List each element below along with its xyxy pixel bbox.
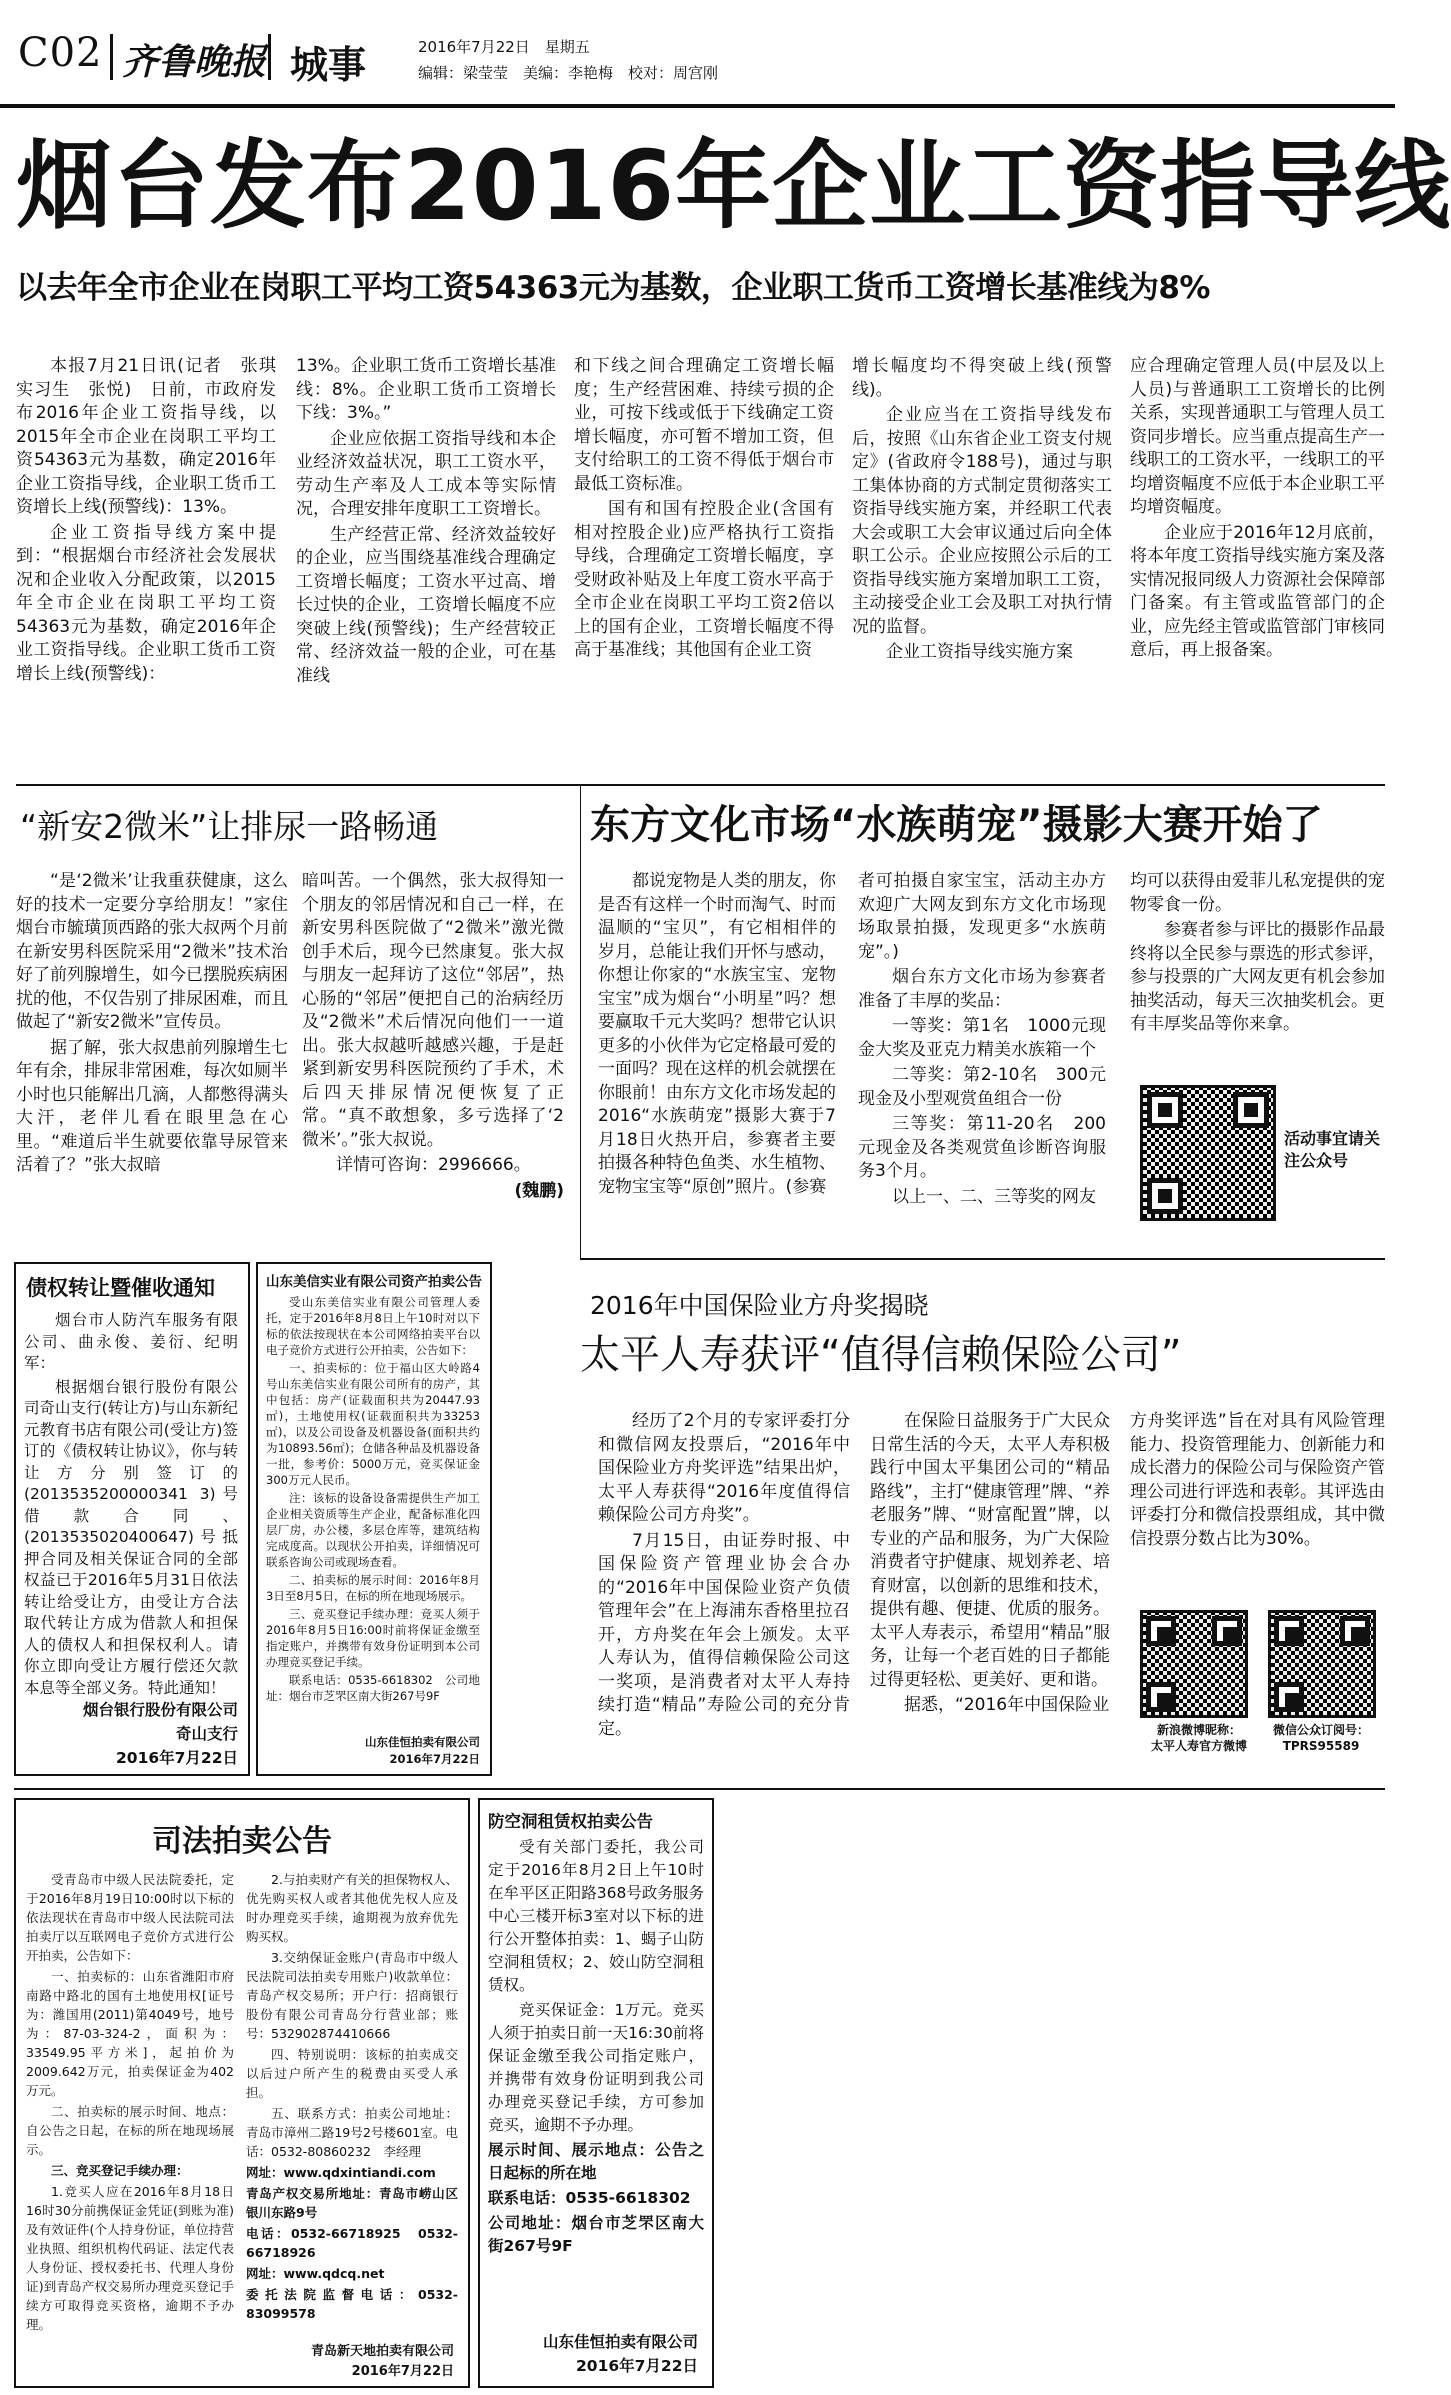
debt-notice-date: 2016年7月22日 xyxy=(116,1749,238,1767)
airraid-detail: 公司地址：烟台市芝罘区南大街267号9F xyxy=(488,2214,704,2255)
judicial-column-1 xyxy=(26,1870,234,2370)
lead-column-4 xyxy=(852,355,1112,755)
xinan-paragraph: 暗叫苦。一个偶然，张大叔得知一个朋友的邻居情况和自己一样，在新安男科医院做了“2微米”激光微创手术后，现今已然康复。张大叔与朋友一起拜访了这位“邻居”，热心肠的“邻居”便把自己的治病经历及“2微米”术后情况向他们一一道出。张大叔越听越感兴趣，于是赶紧到新安男科医院预约了手术，术后四天排尿情况便恢复了正常。“真不敢想象，多亏选择了‘2微米’。”张大叔说。 xyxy=(302,871,564,1150)
lead-paragraph: 应合理确定管理人员(中层及以上人员)与普通职工工资增长的比例关系，实现普通职工与管理人员工资同步增长。应当重点提高生产一线职工的工资水平，一线职工的平均增资幅度不应低于本企业职工平均增资幅度。 xyxy=(1130,356,1385,517)
taiping-paragraph: 方舟奖评选”旨在对具有风险管理能力、投资管理能力、创新能力和成长潜力的保险公司与保险资产管理公司进行评选和表彰。其评选由评委打分和微信投票组成，其中微信投票分数占比为30%。 xyxy=(1130,1411,1385,1549)
xinan-byline: (魏鹏) xyxy=(514,1180,564,1201)
taiping-paragraph: 7月15日，由证券时报、中国保险资产管理业协会合办的“2016年中国保险业资产负债管理年会”在上海浦东香格里拉召开，方舟奖在年会上颁发。太平人寿认为，值得信赖保险公司这一奖项，是消费者对太平人寿持续打造“精品”寿险公司的充分肯定。 xyxy=(598,1530,850,1739)
lead-headline: 烟台发布2016年企业工资指导线 xyxy=(16,130,1451,242)
lead-paragraph: 企业工资指导线实施方案 xyxy=(886,642,1073,662)
dongfang-paragraph: 参赛者参与评比的摄影作品最终将以全民参与票选的形式参评，参与投票的广大网友更有机会参加抽奖活动，每天三次抽奖机会。更有丰厚奖品等你来拿。 xyxy=(1130,920,1385,1034)
meixin-notice-paragraph: 二、拍卖标的展示时间：2016年8月3日至8月5日，在标的所在地现场展示。 xyxy=(266,1573,480,1603)
dongfang-paragraph: 者可拍摄自家宝宝，活动主办方欢迎广大网友到东方文化市场现场取景拍摄，发现更多“水族萌宠”。) xyxy=(858,871,1106,962)
judicial-contact: 网址：www.qdxintiandi.com xyxy=(246,2165,436,2180)
meixin-notice-title: 山东美信实业有限公司资产拍卖公告 xyxy=(266,1274,482,1290)
xinan-headline: “新安2微米”让排尿一路畅通 xyxy=(20,807,439,846)
wechat-caption-value: TPRS95589 xyxy=(1282,1739,1360,1753)
judicial-paragraph: 一、拍卖标的：山东省潍阳市府南路中路北的国有土地使用权[证号为：潍国用(2011)第4049号，地号为：87-03-324-2，面积为：33549.95平方米]，起拍价为2009.642万元，拍卖保证金为402万元。 xyxy=(26,1969,234,2098)
dongfang-column-3 xyxy=(1130,870,1385,1045)
judicial-column-2 xyxy=(246,1870,458,2348)
qr-code-icon xyxy=(1268,1610,1376,1718)
meixin-notice-paragraph: 联系电话：0535-6618302 公司地址：烟台市芝罘区南大街267号9F xyxy=(266,1673,480,1703)
weibo-caption xyxy=(1138,1722,1260,1754)
debt-notice-paragraph: 烟台市人防汽车服务有限公司、曲永俊、姜衍、纪明军： xyxy=(24,1311,238,1372)
airraid-auction-body xyxy=(488,1836,704,2320)
airraid-detail: 展示时间、展示地点：公告之日起标的所在地 xyxy=(488,2141,704,2182)
airraid-auction-box xyxy=(478,1798,714,2388)
airraid-date: 2016年7月22日 xyxy=(576,2357,698,2375)
judicial-paragraph: 1.竞买人应在2016年8月18日16时30分前携保证金凭证(到账为准)及有效证件(个人持身份证，单位持营业执照、组织机构代码证、法定代表人身份证、授权委托书、代理人身份证)到青岛产权交易所办理竞买登记手续方可取得竞买资格，逾期不予办理。 xyxy=(26,2184,234,2332)
weibo-caption-label: 新浪微博昵称： xyxy=(1156,1723,1241,1737)
judicial-paragraph: 3.交纳保证金账户(青岛市中级人民法院司法拍卖专用账户)收款单位：青岛产权交易所；开户行：招商银行股份有限公司青岛分行营业部；账号：532902874410666 xyxy=(246,1950,458,2041)
lead-paragraph: 国有和国有控股企业(含国有相对控股企业)应严格执行工资指导线，合理确定工资增长幅度，享受财政补贴及上年度工资水平高于全市企业在岗职工平均工资2倍以上的国有企业，工资增长幅度不得高于基准线；其他国有企业工资 xyxy=(574,499,834,660)
xinan-paragraph: “是‘2微米’让我重获健康，这么好的技术一定要分享给朋友！”家住烟台市毓璜顶西路的张大叔两个月前在新安男科医院采用“2微米”技术治好了前列腺增生，如今已摆脱疾病困扰的他，不仅告别了排尿困难，而且做起了“新安2微米”宣传员。 xyxy=(16,871,288,1032)
debt-notice-title: 债权转让暨催收通知 xyxy=(26,1276,215,1300)
masthead-rule xyxy=(0,104,1395,108)
lead-column-5 xyxy=(1130,355,1385,755)
column-divider xyxy=(580,786,581,1258)
taiping-headline: 太平人寿获评“值得信赖保险公司” xyxy=(580,1332,1182,1378)
dongfang-paragraph: 均可以获得由爱菲儿私宠提供的宠物零食一份。 xyxy=(1130,871,1385,915)
judicial-date: 2016年7月22日 xyxy=(351,2364,454,2379)
debt-notice-signer-branch: 奇山支行 xyxy=(175,1725,238,1743)
lead-column-3 xyxy=(574,355,834,755)
meixin-notice-paragraph: 三、竞买登记手续办理：竞买人须于2016年8月5日16:00时前将保证金缴至指定账户，并携带有效身份证明到本公司办理竞买登记手续。 xyxy=(266,1607,480,1669)
judicial-contact: 电话：0532-66718925 0532-66718926 xyxy=(246,2226,458,2260)
dongfang-qr-caption: 活动事宜请关注公众号 xyxy=(1284,1129,1381,1170)
section-title: 城事 xyxy=(290,43,367,87)
lead-column-2 xyxy=(296,355,556,755)
judicial-subheading: 三、竞买登记手续办理： xyxy=(51,2163,189,2178)
judicial-contact: 青岛产权交易所地址：青岛市崂山区银川东路9号 xyxy=(246,2186,458,2220)
debt-notice-paragraph: 根据烟台银行股份有限公司奇山支行(转让方)与山东新纪元教育书店有限公司(受让方)签订的《债权转让协议》，你与转让方分别签订的(2013535200000341 3)号借款合同、(2013535020400647)号抵押合同及相关保证合同的全部权益已于2016年5月31日依法转让给受让方，由受让方合法取代转让方成为借款人和担保人的债权人和担保权利人。请你立即向受让方履行偿还欠款本息等全部义务。特此通知！ xyxy=(24,1377,238,1697)
airraid-signer: 山东佳恒拍卖有限公司 xyxy=(542,2333,698,2351)
lead-paragraph: 生产经营正常、经济效益较好的企业，应当围绕基准线合理确定工资增长幅度；工资水平过高、增长过快的企业，工资增长幅度不应突破上线(预警线)；生产经营较正常、经济效益一般的企业，可在基准线 xyxy=(296,524,556,686)
dongfang-prize: 二等奖：第2-10名 300元现金及小型观赏鱼组合一份 xyxy=(858,1065,1106,1109)
page-number: C02 xyxy=(18,30,103,76)
editor-credits: 编辑：梁莹莹 美编：李艳梅 校对：周宫刚 xyxy=(418,64,719,82)
judicial-paragraph: 五、联系方式：拍卖公司地址：青岛市漳州二路19号2号楼601室。电话：0532-80860232 李经理 xyxy=(246,2106,458,2159)
lead-column-1 xyxy=(16,355,293,755)
lead-paragraph: 13%。企业职工货币工资增长基准线：8%。企业职工货币工资增长下线：3%。” xyxy=(296,356,556,423)
airraid-detail: 联系电话：0535-6618302 xyxy=(488,2189,691,2207)
airraid-auction-title: 防空洞租赁权拍卖公告 xyxy=(488,1812,653,1831)
xinan-column-2 xyxy=(302,870,564,1260)
taiping-column-2 xyxy=(870,1410,1110,1770)
section-rule xyxy=(580,1258,1385,1260)
taiping-kicker: 2016年中国保险业方舟奖揭晓 xyxy=(590,1291,929,1320)
meixin-notice-paragraph: 注：该标的设备设备需提供生产加工企业相关资质等生产企业，配备标准化四层厂房，办公楼，多层仓库等，建筑结构完成度高。以现状公开拍卖，详细情况可联系咨询公司或现场查看。 xyxy=(266,1491,480,1569)
issue-date: 2016年7月22日 星期五 xyxy=(418,38,590,56)
dongfang-prize: 一等奖：第1名 1000元现金大奖及亚克力精美水族箱一个 xyxy=(858,1016,1106,1060)
debt-notice-box xyxy=(14,1262,250,1776)
divider-bar xyxy=(110,34,113,80)
taiping-column-1 xyxy=(598,1410,850,1770)
judicial-paragraph: 2.与拍卖财产有关的担保物权人、优先购买权人或者其他优先权人应及时办理竞买手续，逾期视为放弃优先购买权。 xyxy=(246,1872,458,1944)
debt-notice-signer: 烟台银行股份有限公司 xyxy=(82,1701,238,1719)
section-rule xyxy=(16,784,1385,786)
lead-paragraph: 增长幅度均不得突破上线(预警线)。 xyxy=(852,356,1112,400)
section-rule xyxy=(14,1788,1385,1790)
judicial-auction-box xyxy=(14,1798,470,2388)
dongfang-column-2 xyxy=(858,870,1106,1250)
lead-paragraph: 和下线之间合理确定工资增长幅度；生产经营困难、持续亏损的企业，可按下线或低于下线确定工资增长幅度，亦可暂不增加工资，但支付给职工的工资不得低于烟台市最低工资标准。 xyxy=(574,356,834,494)
qr-code-icon xyxy=(1140,1610,1248,1718)
judicial-auction-title: 司法拍卖公告 xyxy=(152,1824,332,1859)
airraid-paragraph: 受有关部门委托，我公司定于2016年8月2日上午10时在牟平区正阳路368号政务服务中心三楼开标3室对以下标的进行公开整体拍卖：1、蝎子山防空洞租赁权；2、姣山防空洞租赁权。 xyxy=(488,1838,704,1994)
debt-notice-body xyxy=(24,1310,238,1697)
taiping-paragraph: 经历了2个月的专家评委打分和微信网友投票后，“2016年中国保险业方舟奖评选”结果出炉，太平人寿获得“2016年度值得信赖保险公司方舟奖”。 xyxy=(598,1411,850,1525)
wechat-caption xyxy=(1262,1722,1380,1754)
taiping-paragraph: 据悉，“2016年中国保险业 xyxy=(904,1695,1110,1715)
dongfang-paragraph: 以上一、二、三等奖的网友 xyxy=(892,1186,1096,1207)
masthead xyxy=(0,0,1395,110)
meixin-notice-signer: 山东佳恒拍卖有限公司 xyxy=(365,1735,480,1749)
dongfang-paragraph: 都说宠物是人类的朋友，你是否有这样一个时而淘气、时而温顺的“宝贝”，有它相相伴的岁月，总能让我们开怀与感动，你想让你家的“水族宝宝、宠物宝宝”成为烟台“小明星”吗？想要赢取千元大奖吗？想带它认识更多的小伙伴为它定格最可爱的一面吗？现在这样的机会就摆在你眼前！由东方文化市场发起的2016“水族萌宠”摄影大赛于7月18日火热开启，参赛者主要拍摄各种特色鱼类、水生植物、宠物宝宝等“原创”照片。(参赛 xyxy=(598,871,836,1197)
lead-paragraph: 本报7月21日讯(记者 张琪 实习生 张悦) 日前，市政府发布2016年企业工资指导线，以2015年全市企业在岗职工平均工资54363元为基数，确定2016年企业工资指导线，企业职工货币工资增长上线(预警线)：13%。 xyxy=(16,356,293,517)
judicial-paragraph: 二、拍卖标的展示时间、地点：自公告之日起，在标的所在地现场展示。 xyxy=(26,2104,234,2157)
weibo-caption-value: 太平人寿官方微博 xyxy=(1150,1739,1247,1753)
dongfang-paragraph: 烟台东方文化市场为参赛者准备了丰厚的奖品： xyxy=(858,967,1106,1011)
judicial-paragraph: 受青岛市中级人民法院委托，定于2016年8月19日10:00时以下标的依法现状在青岛市中级人民法院司法拍卖厅以互联网电子竞价方式进行公开拍卖，公告如下： xyxy=(26,1872,234,1963)
dongfang-prize: 三等奖：第11-20名 200元现金及各类观赏鱼诊断咨询服务3个月。 xyxy=(858,1114,1106,1181)
judicial-contact: 委托法院监督电话：0532-83099578 xyxy=(246,2287,458,2321)
qr-code-icon xyxy=(1140,1085,1276,1221)
judicial-paragraph: 四、特别说明：该标的拍卖成交以后过户所产生的税费由买受人承担。 xyxy=(246,2047,458,2100)
xinan-paragraph: 据了解，张大叔患前列腺增生七年有余，排尿非常困难，每次如厕半小时也只能解出几滴，人都憋得满头大汗，老伴儿看在眼里急在心里。“难道后半生就要依靠导尿管来活着了？”张大叔暗 xyxy=(16,1037,288,1175)
taiping-paragraph: 在保险日益服务于广大民众日常生活的今天，太平人寿积极践行中国太平集团公司的“精品路线”，主打“健康管理”牌、“养老服务”牌、“财富配置”牌，以专业的产品和服务，为广大保险消费者守护健康、规划养老、培育财富，以创新的思维和技术，提供有趣、便捷、优质的服务。太平人寿表示，希望用“精品”服务，让每一个老百姓的日子都能过得更轻松、更美好、更和谐。 xyxy=(870,1411,1110,1690)
paper-logo: 齐鲁晚报 xyxy=(122,41,267,83)
judicial-signer: 青岛新天地拍卖有限公司 xyxy=(310,2344,454,2359)
lead-paragraph: 企业工资指导线方案中提到：“根据烟台市经济社会发展状况和企业收入分配政策，以2015年全市企业在岗职工平均工资54363元为基数，确定2016年企业工资指导线。企业职工货币工资增长上线(预警线)： xyxy=(16,522,276,684)
meixin-notice-body xyxy=(266,1294,480,1734)
dongfang-column-1 xyxy=(598,870,836,1250)
meixin-notice-paragraph: 一、拍卖标的：位于福山区大岭路4号山东美信实业有限公司所有的房产，其中包括：房产(证载面积共为20447.93㎡)，土地使用权(证载面积共为33253㎡)，以及公司设备及机器设备(面积共约为10893.56㎡)；仓储各种品及机器设备一批，参考价：5000万元，竞买保证金300万元人民币。 xyxy=(266,1361,480,1487)
meixin-notice-paragraph: 受山东美信实业有限公司管理人委托，定于2016年8月8日上午10时对以下标的依法按现状在本公司网络拍卖平台以电子竞价方式进行公开拍卖，公告如下： xyxy=(266,1295,480,1357)
meixin-notice-box xyxy=(256,1262,492,1776)
xinan-paragraph: 详情可咨询：2996666。 xyxy=(336,1155,531,1175)
dongfang-headline: 东方文化市场“水族萌宠”摄影大赛开始了 xyxy=(590,802,1323,848)
lead-subhead: 以去年全市企业在岗职工平均工资54363元为基数，企业职工货币工资增长基准线为8% xyxy=(16,270,1210,306)
wechat-caption-label: 微信公众订阅号： xyxy=(1272,1723,1369,1737)
airraid-paragraph: 竞买保证金：1万元。竞买人须于拍卖日前一天16:30前将保证金缴至我公司指定账户，并携带有效身份证明到我公司办理竞买登记手续，方可参加竞买，逾期不予办理。 xyxy=(488,2001,704,2134)
lead-paragraph: 企业应依据工资指导线和本企业经济效益状况，职工工资水平，劳动生产率及人工成本等实际情况，合理安排年度职工工资增长。 xyxy=(296,428,556,519)
divider-bar xyxy=(268,34,271,80)
meixin-notice-date: 2016年7月22日 xyxy=(389,1752,480,1766)
taiping-column-3 xyxy=(1130,1410,1385,1580)
xinan-column-1 xyxy=(16,870,288,1260)
judicial-contact: 网址：www.qdcq.net xyxy=(246,2266,385,2281)
lead-paragraph: 企业应于2016年12月底前，将本年度工资指导线实施方案及落实情况报同级人力资源社会保障部门备案。有主管或监管部门的企业，应先经主管或监管部门审核同意后，再上报备案。 xyxy=(1130,522,1385,660)
lead-paragraph: 企业应当在工资指导线发布后，按照《山东省企业工资支付规定》(省政府令188号)，通过与职工集体协商的方式制定贯彻落实工资指导线实施方案，并经职工代表大会或职工大会审议通过后向全体职工公示。企业应按照公示后的工资指导线实施方案增加职工工资，主动接受企业工会及职工对执行情况的监督。 xyxy=(852,405,1112,637)
